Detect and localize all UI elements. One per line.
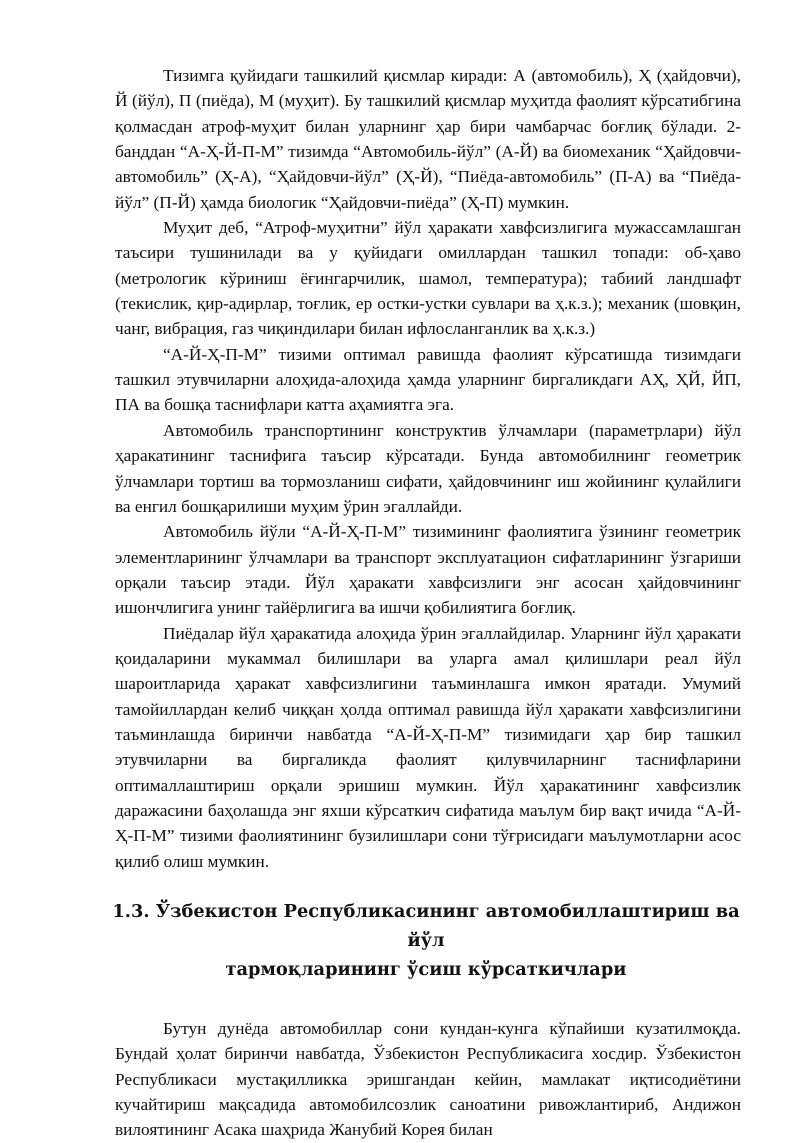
paragraph-system-components: Тизимга қуйидаги ташкилий қисмлар киради: А (автомобиль), Ҳ (ҳайдовчи), Й (йўл), П (пиёда), М (муҳит). Бу ташкилий қисмлар муҳитда фаолият кўрсатибгина қолмасдан атроф-муҳит билан уларнинг ҳар бири чамбарчас боғлиқ бўлади. 2-банддан “А-Ҳ-Й-П-М” тизимда “Автомобиль-йўл” (А-Й) ва биомеханик “Ҳайдовчи-автомобиль” (Ҳ-А), “Ҳайдовчи-йўл” (Ҳ-Й), “Пиёда-автомобиль” (П-А) ва “Пиёда-йўл” (П-Й) ҳамда биологик “Ҳайдовчи-пиёда” (Ҳ-П) мумкин. (115, 66, 741, 212)
paragraph-pedestrians: Пиёдалар йўл ҳаракатида алоҳида ўрин эгаллайдилар. Уларнинг йўл ҳаракати қоидаларини мукаммал билишлари ва уларга амал қилишлари реал йўл шароитларида ҳаракат хавфсизлигини таъминлашга имкон яратади. Умумий тамойиллардан келиб чиққан ҳолда оптимал равишда йўл ҳаракати хавфсизлигини таъминлашда биринчи навбатда “А-Й-Ҳ-П-М” тизимидаги ҳар бир ташкил этувчиларни ва биргаликда фаолият қилувчиларнинг таснифларини оптималлаштириш орқали эришиш мумкин. Йўл ҳаракатининг хавфсизлик даражасини баҳолашда энг яхши кўрсаткич сифатида маълум бир вақт ичида “А-Й-Ҳ-П-М” тизими фаолиятининг бузилишлари сони тўғрисидаги маълумотларни асос қилиб олиш мумкин. (115, 623, 741, 871)
section-heading-line2: тармоқларининг ўсиш кўрсаткичлари (225, 959, 627, 980)
paragraph-road: Автомобиль йўли “А-Й-Ҳ-П-М” тизимининг фаолиятига ўзининг геометрик элементларининг ўлчамлари ва транспорт эксплуатацион сифатларининг ўзгариши орқали таъсир этади. Йўл ҳаракати хавфсизлиги энг асосан ҳайдовчининг ишончлигига унинг тайёрлигига ва ишчи қобилиятига боғлиқ. (115, 522, 741, 618)
section-heading-line1: 1.3. Ўзбекистон Республикасининг автомобиллаштириш ва йўл (112, 901, 740, 951)
paragraph-vehicle-parameters: Автомобиль транспортининг конструктив ўлчамлари (параметрлари) йўл ҳаракатининг таснифига таъсир кўрсатади. Бунда автомобилнинг геометрик ўлчамлари тортиш ва тормозланиш сифати, ҳайдовчининг иш жойининг қулайлиги ва енгил бошқарилиши муҳим ўрин эгаллайди. (115, 420, 741, 516)
paragraph-environment: Муҳит деб, “Атроф-муҳитни” йўл ҳаракати хавфсизлигига мужассамлашган таъсири тушинилади ва у қуйидаги омиллардан ташкил топади: об-ҳаво (метрологик кўриниш ёғингарчилик, шамол, температура); табиий ландшафт (текислик, қир-адирлар, тоғлик, ер остки-устки сувлари ва ҳ.к.з.); механик (шовқин, чанг, вибрация, газ чиқиндилари билан ифлосланганлик ва ҳ.к.з.) (115, 218, 741, 339)
paragraph-system-optimal: “А-Й-Ҳ-П-М” тизими оптимал равишда фаолият кўрсатишда тизимдаги ташкил этувчиларни алоҳида-алоҳида ҳамда уларнинг биргаликдаги АҲ, ҲЙ, ЙП, ПА ва бошқа таснифлари катта аҳамиятга эга. (115, 344, 741, 415)
section-heading (106, 897, 746, 984)
document-page (112, 63, 741, 1143)
paragraph-automobiles-growth: Бутун дунёда автомобиллар сони кундан-кунга кўпайиши кузатилмоқда. Бундай ҳолат биринчи навбатда, Ўзбекистон Республикасига хосдир. Ўзбекистон Республикаси мустақилликка эришгандан кейин, мамлакат иқтисодиётини кучайтириш мақсадида автомобилсозлик саноатини ривожлантириб, Андижон вилоятининг Асака шаҳрида Жанубий Корея билан (115, 1019, 741, 1140)
